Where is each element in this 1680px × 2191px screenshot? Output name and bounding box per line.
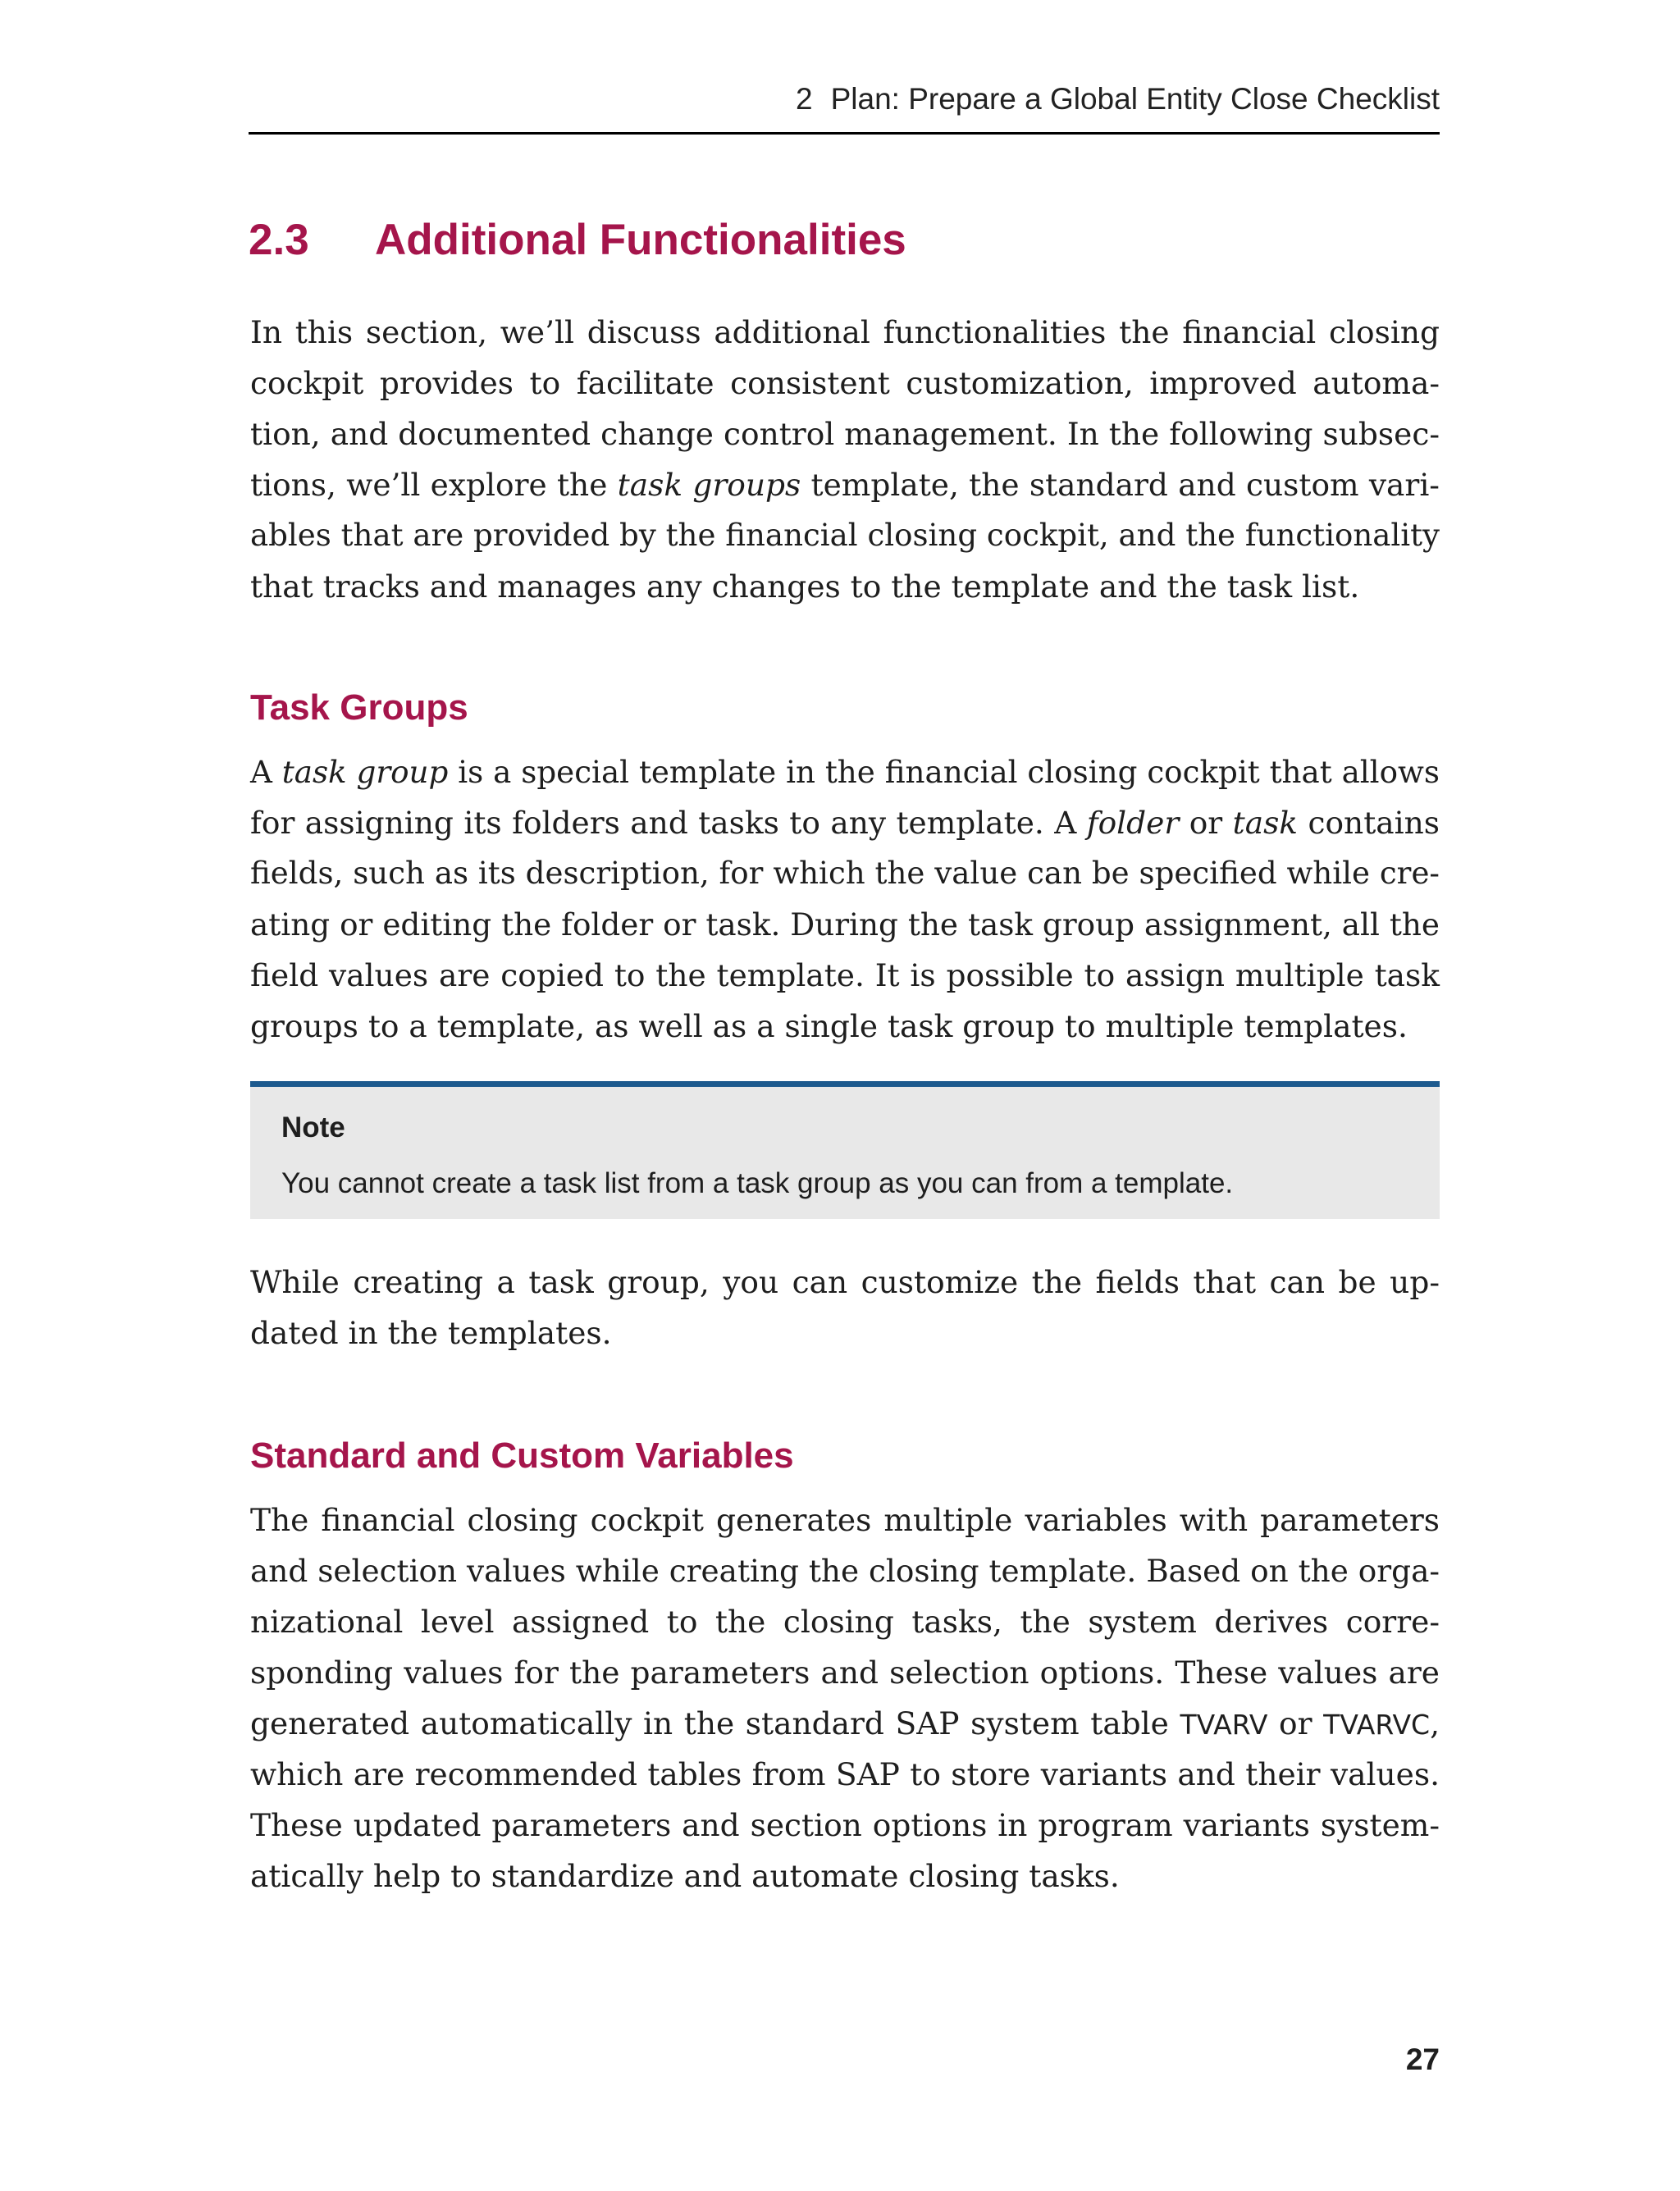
table-name: TVARVC (1323, 1709, 1431, 1741)
intro-text: template, the standard and custom vari- (801, 467, 1440, 503)
header-rule (249, 132, 1440, 135)
paragraph-line: atically help to standardize and automate closing tasks. (250, 1858, 1120, 1894)
text: is a special template in the financial closing cockpit that allows (448, 754, 1440, 790)
intro-text: tions, we’ll explore the (250, 467, 618, 503)
paragraph-line: While creating a task group, you can customize the fields that can be up- (250, 1264, 1440, 1300)
text: for assigning its folders and tasks to any template. A (250, 805, 1087, 841)
intro-line: that tracks and manages any changes to the template and the task list. (250, 568, 1360, 605)
paragraph-line: and selection values while creating the closing template. Based on the orga- (250, 1553, 1440, 1589)
text: contains (1298, 805, 1440, 841)
paragraph-line (250, 797, 1440, 848)
paragraph-line: These updated parameters and section options in program variants system- (250, 1807, 1440, 1843)
italic-term: task group (281, 754, 449, 790)
chapter-number: 2 (796, 82, 813, 116)
paragraph-line (250, 1698, 1440, 1749)
variables-heading: Standard and Custom Variables (250, 1436, 794, 1476)
section-number: 2.3 (249, 216, 309, 264)
after-note-paragraph (250, 1257, 1440, 1358)
intro-paragraph (250, 307, 1440, 612)
paragraph-line: field values are copied to the template. It is possible to assign multiple task (250, 957, 1440, 993)
task-groups-paragraph (250, 746, 1440, 1052)
paragraph-line: which are recommended tables from SAP to store variants and their values. (250, 1756, 1440, 1792)
note-box (250, 1081, 1440, 1219)
intro-line: tion, and documented change control management. In the following subsec- (250, 416, 1440, 452)
italic-term: task groups (617, 467, 801, 503)
paragraph-line: The financial closing cockpit generates multiple variables with parameters (250, 1502, 1440, 1538)
paragraph-line: ating or editing the folder or task. During the task group assignment, all the (250, 906, 1440, 943)
section-heading (249, 215, 906, 265)
note-title: Note (281, 1111, 345, 1143)
running-header (250, 82, 1440, 116)
section-title: Additional Functionalities (375, 216, 906, 264)
paragraph-line: dated in the templates. (250, 1315, 612, 1351)
intro-line: cockpit provides to facilitate consistent customization, improved automa- (250, 365, 1440, 401)
paragraph-line: groups to a template, as well as a single task group to multiple templates. (250, 1008, 1408, 1044)
intro-line: ables that are provided by the financial closing cockpit, and the functionality (250, 518, 1440, 553)
italic-term: folder (1086, 805, 1180, 841)
paragraph-line (250, 746, 1440, 797)
task-groups-heading: Task Groups (250, 687, 468, 728)
text: A (250, 754, 282, 790)
text: or (1267, 1705, 1324, 1741)
italic-term: task (1232, 805, 1299, 841)
intro-line: In this section, we’ll discuss additional functionalities the financial closing (250, 314, 1440, 350)
page-number: 27 (1405, 2043, 1440, 2076)
paragraph-line: nizational level assigned to the closing tasks, the system derives corre- (250, 1604, 1440, 1640)
table-name: TVARV (1180, 1709, 1268, 1741)
variables-paragraph (250, 1495, 1440, 1901)
chapter-title: Plan: Prepare a Global Entity Close Checklist (830, 82, 1440, 116)
text: , (1430, 1705, 1440, 1741)
note-text: You cannot create a task list from a task group as you can from a template. (281, 1167, 1234, 1199)
paragraph-line: sponding values for the parameters and selection options. These values are (250, 1655, 1440, 1691)
text: generated automatically in the standard SAP system table (250, 1705, 1180, 1741)
intro-line (250, 459, 1440, 510)
text: or (1179, 805, 1233, 841)
paragraph-line: fields, such as its description, for which the value can be specified while cre- (250, 856, 1440, 891)
